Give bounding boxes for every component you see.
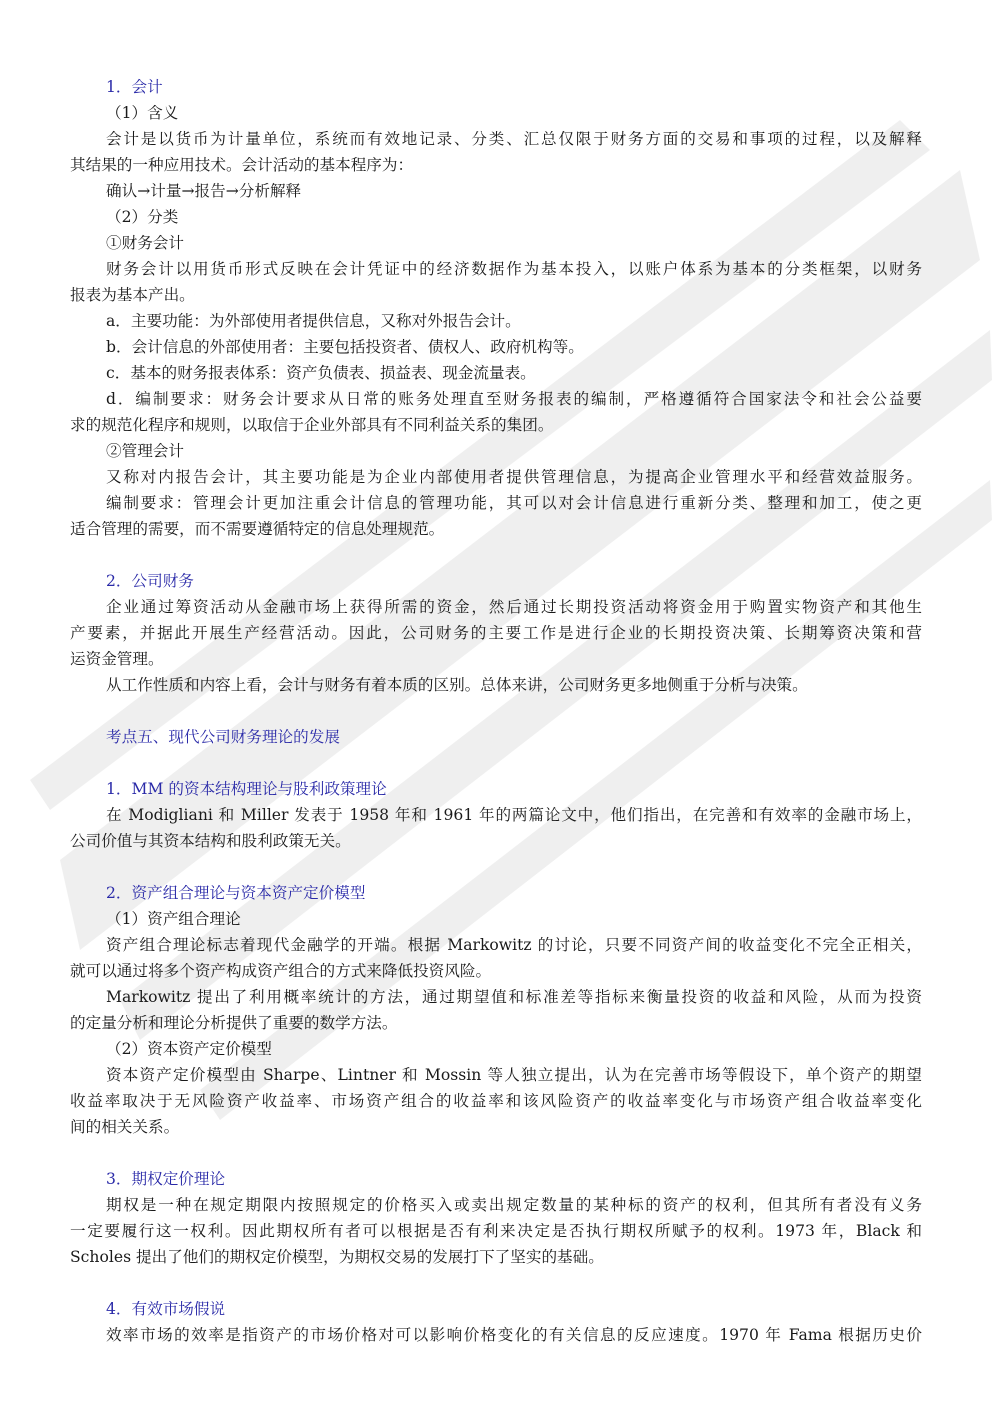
blank-line bbox=[70, 542, 922, 568]
paragraph-line: 又称对内报告会计，其主要功能是为企业内部使用者提供管理信息，为提高企业管理水平和经营效益服务。 bbox=[106, 468, 922, 486]
subsection-heading: （2）资本资产定价模型 bbox=[106, 1040, 272, 1058]
paragraph-line: 其结果的一种应用技术。会计活动的基本程序为： bbox=[70, 156, 414, 174]
paragraph-line: 就可以通过将多个资产构成资产组合的方式来降低投资风险。 bbox=[70, 962, 492, 980]
section-heading: 1．MM 的资本结构理论与股利政策理论 bbox=[106, 780, 387, 798]
paragraph-line: b．会计信息的外部使用者：主要包括投资者、债权人、政府机构等。 bbox=[106, 338, 584, 356]
section-heading: 2．公司财务 bbox=[106, 572, 194, 590]
paragraph-line: 编制要求：管理会计更加注重会计信息的管理功能，其可以对会计信息进行重新分类、整理和加工，使之更 bbox=[106, 494, 922, 512]
paragraph-line: 期权是一种在规定期限内按照规定的价格买入或卖出规定数量的某种标的资产的权利，但其所有者没有义务 bbox=[106, 1196, 922, 1214]
paragraph-line: Scholes 提出了他们的期权定价模型，为期权交易的发展打下了坚实的基础。 bbox=[70, 1248, 604, 1266]
section-heading: 1．会计 bbox=[106, 78, 163, 96]
paragraph-line: 产要素，并据此开展生产经营活动。因此，公司财务的主要工作是进行企业的长期投资决策、长期筹资决策和营 bbox=[70, 624, 922, 642]
blank-line bbox=[70, 1140, 922, 1166]
paragraph-line: 报表为基本产出。 bbox=[70, 286, 195, 304]
subsection-heading: （1）含义 bbox=[106, 104, 179, 122]
paragraph-line: c．基本的财务报表体系：资产负债表、损益表、现金流量表。 bbox=[106, 364, 536, 382]
blank-line bbox=[70, 750, 922, 776]
paragraph-line: 财务会计以用货币形式反映在会计凭证中的经济数据作为基本投入，以账户体系为基本的分类框架，以财务 bbox=[106, 260, 922, 278]
blank-line bbox=[70, 1270, 922, 1296]
section-heading: 4．有效市场假说 bbox=[106, 1300, 226, 1318]
paragraph-line: 确认→计量→报告→分析解释 bbox=[106, 182, 302, 200]
paragraph-line: 资本资产定价模型由 Sharpe、Lintner 和 Mossin 等人独立提出，认为在完善市场等假设下，单个资产的期望 bbox=[106, 1066, 922, 1084]
paragraph-line: 求的规范化程序和规则，以取信于企业外部具有不同利益关系的集团。 bbox=[70, 416, 554, 434]
paragraph-line: ②管理会计 bbox=[106, 442, 184, 460]
paragraph-line: 企业通过筹资活动从金融市场上获得所需的资金，然后通过长期投资活动将资金用于购置实物资产和其他生 bbox=[106, 598, 922, 616]
subsection-heading: （1）资产组合理论 bbox=[106, 910, 241, 928]
paragraph-line: 效率市场的效率是指资产的市场价格对可以影响价格变化的有关信息的反应速度。1970 年 Fama 根据历史价 bbox=[106, 1326, 922, 1344]
paragraph-line: ①财务会计 bbox=[106, 234, 184, 252]
paragraph-line: a．主要功能：为外部使用者提供信息，又称对外报告会计。 bbox=[106, 312, 521, 330]
paragraph-line: 在 Modigliani 和 Miller 发表于 1958 年和 1961 年的两篇论文中，他们指出，在完善和有效率的金融市场上， bbox=[106, 806, 922, 824]
paragraph-line: 资产组合理论标志着现代金融学的开端。根据 Markowitz 的讨论，只要不同资产间的收益变化不完全正相关， bbox=[106, 936, 922, 954]
paragraph-line: 收益率取决于无风险资产收益率、市场资产组合的收益率和该风险资产的收益率变化与市场资产组合收益率变化 bbox=[70, 1092, 922, 1110]
section-heading: 3．期权定价理论 bbox=[106, 1170, 226, 1188]
paragraph-line: d．编制要求：财务会计要求从日常的账务处理直至财务报表的编制，严格遵循符合国家法令和社会公益要 bbox=[106, 390, 922, 408]
paragraph-line: 间的相关关系。 bbox=[70, 1118, 180, 1136]
paragraph-line: 一定要履行这一权利。因此期权所有者可以根据是否有利来决定是否执行期权所赋予的权利。1973 年，Black 和 bbox=[70, 1222, 922, 1240]
blank-line bbox=[70, 698, 922, 724]
blank-line bbox=[70, 854, 922, 880]
paragraph-line: 从工作性质和内容上看，会计与财务有着本质的区别。总体来讲，公司财务更多地侧重于分析与决策。 bbox=[106, 676, 808, 694]
paragraph-line: 公司价值与其资本结构和股利政策无关。 bbox=[70, 832, 351, 850]
paragraph-line: 适合管理的需要，而不需要遵循特定的信息处理规范。 bbox=[70, 520, 445, 538]
subsection-heading: （2）分类 bbox=[106, 208, 179, 226]
paragraph-line: 运资金管理。 bbox=[70, 650, 164, 668]
section-heading: 考点五、现代公司财务理论的发展 bbox=[106, 728, 340, 746]
paragraph-line: 的定量分析和理论分析提供了重要的数学方法。 bbox=[70, 1014, 398, 1032]
section-heading: 2．资产组合理论与资本资产定价模型 bbox=[106, 884, 366, 902]
document-body bbox=[70, 74, 922, 1348]
paragraph-line: 会计是以货币为计量单位，系统而有效地记录、分类、汇总仅限于财务方面的交易和事项的过程，以及解释 bbox=[106, 130, 922, 148]
paragraph-line: Markowitz 提出了利用概率统计的方法，通过期望值和标准差等指标来衡量投资的收益和风险，从而为投资 bbox=[106, 988, 922, 1006]
